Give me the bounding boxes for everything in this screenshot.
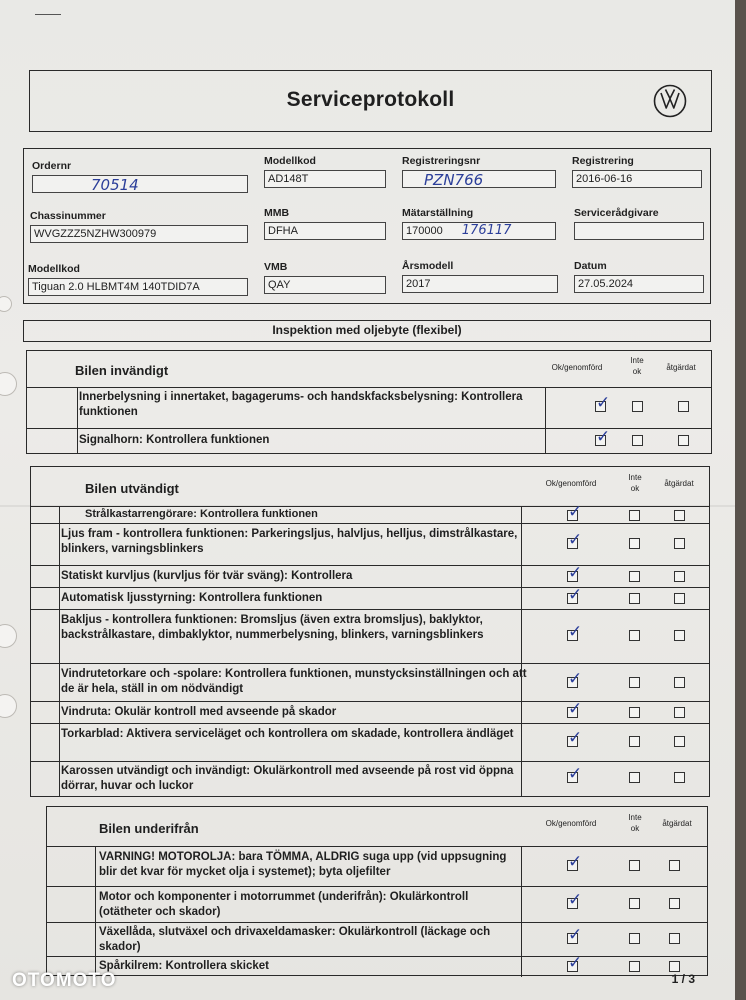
inte-ok-checkbox[interactable] [629, 772, 640, 783]
modellkod-field [28, 263, 248, 296]
col-inte-ok-header-1: Inte [628, 813, 642, 822]
atgardat-checkbox[interactable] [674, 593, 685, 604]
punch-hole [0, 372, 17, 396]
chassinummer-value: WVGZZZ5NZHW300979 [30, 225, 248, 243]
checklist-row [31, 585, 709, 610]
col-inte-ok-header-1: Inte [628, 473, 642, 482]
checklist-row [31, 524, 709, 566]
section-bilen-invandigt [26, 350, 712, 454]
registrering-value: 2016-06-16 [572, 170, 702, 188]
mmb-field [264, 207, 386, 240]
inte-ok-checkbox[interactable] [629, 933, 640, 944]
mmb-label: MMB [264, 207, 290, 219]
checklist-row [31, 762, 709, 796]
atgardat-checkbox[interactable] [678, 435, 689, 446]
section-bilen-utvandigt [30, 466, 710, 797]
punch-hole [0, 296, 12, 312]
checkmark-icon: ✓ [596, 393, 611, 413]
row-divider [521, 566, 522, 587]
datum-label: Datum [574, 260, 607, 272]
inte-ok-checkbox[interactable] [629, 707, 640, 718]
checklist-row [47, 847, 707, 887]
row-gutter [31, 566, 60, 587]
row-text: Vindruta: Okulär kontroll med avseende på skador [61, 706, 337, 718]
inte-ok-checkbox[interactable] [632, 435, 643, 446]
registreringsnr-field [402, 155, 556, 188]
section-bilen-underifran [46, 806, 708, 976]
row-text: Motor och komponenter i motorrummet (underifrån): Okulärkontroll (otätheter och skador) [99, 891, 469, 918]
checklist-row [31, 563, 709, 588]
atgardat-checkbox[interactable] [678, 401, 689, 412]
checkmark-icon: ✓ [568, 890, 583, 910]
arsmodell-value: 2017 [402, 275, 558, 293]
atgardat-checkbox[interactable] [674, 571, 685, 582]
checklist-row [31, 724, 709, 762]
atgardat-checkbox[interactable] [669, 860, 680, 871]
registrering-label: Registrering [572, 155, 634, 167]
row-text: Bakljus - kontrollera funktionen: Bromsljus (även extra bromsljus), baklyktor, backstrålkastare, dimbaklyktor, nummerbelysning, blinkers, varningsblinkers [61, 614, 484, 641]
inte-ok-checkbox[interactable] [629, 538, 640, 549]
checklist-row [31, 502, 709, 524]
row-text: VARNING! MOTOROLJA: bara TÖMMA, ALDRIG suga upp (vid uppsugning blir det kvar för mycket olja i systemet); byta oljefilter [99, 851, 507, 878]
row-divider [545, 429, 546, 453]
row-divider [545, 388, 546, 428]
atgardat-checkbox[interactable] [674, 736, 685, 747]
col-inte-ok-header-2: ok [630, 824, 640, 833]
modellkod-label: Modellkod [28, 263, 80, 275]
col-inte-ok-header-2: ok [632, 367, 642, 376]
row-divider [521, 588, 522, 609]
section-title: Bilen utvändigt [85, 481, 179, 496]
checklist-row [27, 429, 711, 453]
checklist-row [47, 953, 707, 977]
matarstallning-label: Mätarställning [402, 207, 474, 219]
checkmark-icon: ✓ [568, 925, 583, 945]
row-divider [521, 702, 522, 723]
matarstallning-value-box [402, 222, 556, 240]
matarstallning-value: 170000 [406, 225, 443, 238]
row-gutter [27, 388, 78, 428]
checkmark-icon: ✓ [568, 669, 583, 689]
checkmark-icon: ✓ [568, 699, 583, 719]
row-gutter [47, 887, 96, 922]
mmb-value: DFHA [264, 222, 386, 240]
checkmark-icon: ✓ [568, 764, 583, 784]
registreringsnr-value-box [402, 170, 556, 188]
row-text: Ljus fram - kontrollera funktionen: Parkeringsljus, halvljus, helljus, dimstrålkastare, blinkers, varningsblinkers [61, 528, 518, 555]
checkmark-icon: ✓ [568, 953, 583, 973]
col-inte-ok-header-1: Inte [630, 356, 644, 365]
corner-mark [35, 14, 61, 15]
row-gutter [31, 524, 60, 565]
row-divider [521, 957, 522, 977]
section-title: Bilen underifrån [99, 821, 199, 836]
vmb-value: QAY [264, 276, 386, 294]
row-gutter [31, 610, 60, 663]
row-text: Innerbelysning i innertaket, bagagerums- och handskfacksbelysning: Kontrollera funktionen [79, 391, 523, 418]
row-text: Statiskt kurvljus (kurvljus för tvär sväng): Kontrollera [61, 570, 353, 582]
datum-value: 27.05.2024 [574, 275, 704, 293]
checkmark-icon: ✓ [568, 530, 583, 550]
row-gutter [31, 588, 60, 609]
checkmark-icon: ✓ [568, 585, 583, 605]
atgardat-checkbox[interactable] [669, 933, 680, 944]
inte-ok-checkbox[interactable] [629, 961, 640, 972]
datum-field [574, 260, 704, 293]
checkmark-icon: ✓ [568, 728, 583, 748]
row-text: Karossen utvändigt och invändigt: Okulärkontroll med avseende på rost vid öppna dörrar, huvar och luckor [61, 765, 514, 792]
checklist-row [31, 699, 709, 724]
page-number: 1 / 3 [671, 972, 695, 986]
checkmark-icon: ✓ [568, 502, 583, 522]
checklist-row [31, 664, 709, 702]
vehicle-info-box [23, 148, 711, 304]
section-title: Bilen invändigt [75, 363, 169, 378]
col-ok-header: Ok/genomförd [551, 363, 603, 372]
ordernr-label: Ordernr [32, 160, 72, 172]
col-inte-ok-header-2: ok [630, 484, 640, 493]
col-atgardat-header: åtgärdat [664, 479, 694, 488]
row-text: Signalhorn: Kontrollera funktionen [79, 434, 270, 446]
punch-hole [0, 694, 17, 718]
arsmodell-field [402, 260, 558, 293]
row-gutter [31, 664, 60, 701]
inte-ok-checkbox[interactable] [632, 401, 643, 412]
atgardat-checkbox[interactable] [674, 510, 685, 521]
registrering-field [572, 155, 702, 188]
inte-ok-checkbox[interactable] [629, 736, 640, 747]
section-header [27, 351, 711, 388]
inte-ok-checkbox[interactable] [629, 593, 640, 604]
serviceradgivare-value [574, 222, 704, 240]
row-text: Växellåda, slutväxel och drivaxeldamasker: Okulärkontroll (läckage och skador) [99, 926, 491, 953]
checkmark-icon: ✓ [568, 852, 583, 872]
ordernr-value-box [32, 175, 248, 193]
serviceradgivare-field [574, 207, 704, 240]
col-ok-header: Ok/genomförd [545, 479, 597, 488]
checkmark-icon: ✓ [568, 622, 583, 642]
atgardat-checkbox[interactable] [674, 630, 685, 641]
col-atgardat-header: åtgärdat [666, 363, 696, 372]
inte-ok-checkbox[interactable] [629, 677, 640, 688]
registreringsnr-value: PZN766 [424, 171, 484, 189]
row-gutter [31, 762, 60, 796]
row-divider [521, 887, 522, 922]
checklist-row [47, 923, 707, 957]
matarstallning-field [402, 207, 556, 240]
row-divider [521, 847, 522, 886]
row-gutter [31, 724, 60, 761]
row-divider [521, 524, 522, 565]
row-divider [521, 923, 522, 956]
page-title: Serviceprotokoll [286, 88, 455, 111]
checkmark-icon: ✓ [596, 427, 611, 447]
arsmodell-label: Årsmodell [402, 260, 454, 272]
matarstallning-handwritten: 176117 [461, 223, 512, 238]
row-divider [521, 724, 522, 761]
row-gutter [31, 702, 60, 723]
ordernr-field [32, 160, 248, 193]
row-gutter [27, 429, 78, 453]
row-text: Torkarblad: Aktivera serviceläget och kontrollera om skadade, kontrollera ändläget [61, 728, 514, 740]
row-divider [521, 610, 522, 663]
section-header [31, 467, 709, 507]
chassinummer-label: Chassinummer [30, 210, 106, 222]
checklist-row [47, 887, 707, 923]
row-text: Strålkastarrengörare: Kontrollera funktionen [85, 508, 318, 520]
section-header [47, 807, 707, 847]
row-gutter [31, 507, 60, 523]
vmb-label: VMB [264, 261, 288, 273]
inte-ok-checkbox[interactable] [629, 630, 640, 641]
checklist-row [31, 610, 709, 664]
registreringsnr-label: Registreringsnr [402, 155, 481, 167]
inspection-title: Inspektion med oljebyte (flexibel) [23, 320, 711, 342]
serviceradgivare-label: Servicerådgivare [574, 207, 659, 219]
background-surface [735, 0, 746, 1000]
atgardat-checkbox[interactable] [669, 898, 680, 909]
inte-ok-checkbox[interactable] [629, 860, 640, 871]
atgardat-checkbox[interactable] [674, 677, 685, 688]
punch-hole [0, 624, 17, 648]
col-atgardat-header: åtgärdat [662, 819, 692, 828]
modellkod-top-field [264, 155, 386, 188]
row-divider [521, 664, 522, 701]
row-text: Vindrutetorkare och -spolare: Kontrollera funktionen, munstycksinställningen och att de är hela, ställ in om nödvändigt [61, 668, 527, 695]
modellkod-top-label: Modellkod [264, 155, 316, 167]
inte-ok-checkbox[interactable] [629, 571, 640, 582]
row-gutter [47, 847, 96, 886]
inte-ok-checkbox[interactable] [629, 510, 640, 521]
atgardat-checkbox[interactable] [674, 707, 685, 718]
vw-logo-icon [653, 84, 687, 118]
inte-ok-checkbox[interactable] [629, 898, 640, 909]
checkmark-icon: ✓ [568, 563, 583, 583]
vmb-field [264, 261, 386, 294]
row-text: Spårkilrem: Kontrollera skicket [99, 960, 270, 972]
atgardat-checkbox[interactable] [674, 772, 685, 783]
modellkod-top-value: AD148T [264, 170, 386, 188]
chassinummer-field [30, 210, 248, 243]
row-gutter [47, 923, 96, 956]
row-divider [521, 507, 522, 523]
title-box [29, 70, 712, 132]
ordernr-value: 70514 [91, 176, 139, 194]
atgardat-checkbox[interactable] [669, 961, 680, 972]
modellkod-value: Tiguan 2.0 HLBMT4M 140TDID7A [28, 278, 248, 296]
row-text: Automatisk ljusstyrning: Kontrollera funktionen [61, 592, 323, 604]
col-ok-header: Ok/genomförd [545, 819, 597, 828]
checklist-row [27, 388, 711, 429]
watermark: OTOMOTO [12, 970, 117, 991]
atgardat-checkbox[interactable] [674, 538, 685, 549]
row-divider [521, 762, 522, 796]
